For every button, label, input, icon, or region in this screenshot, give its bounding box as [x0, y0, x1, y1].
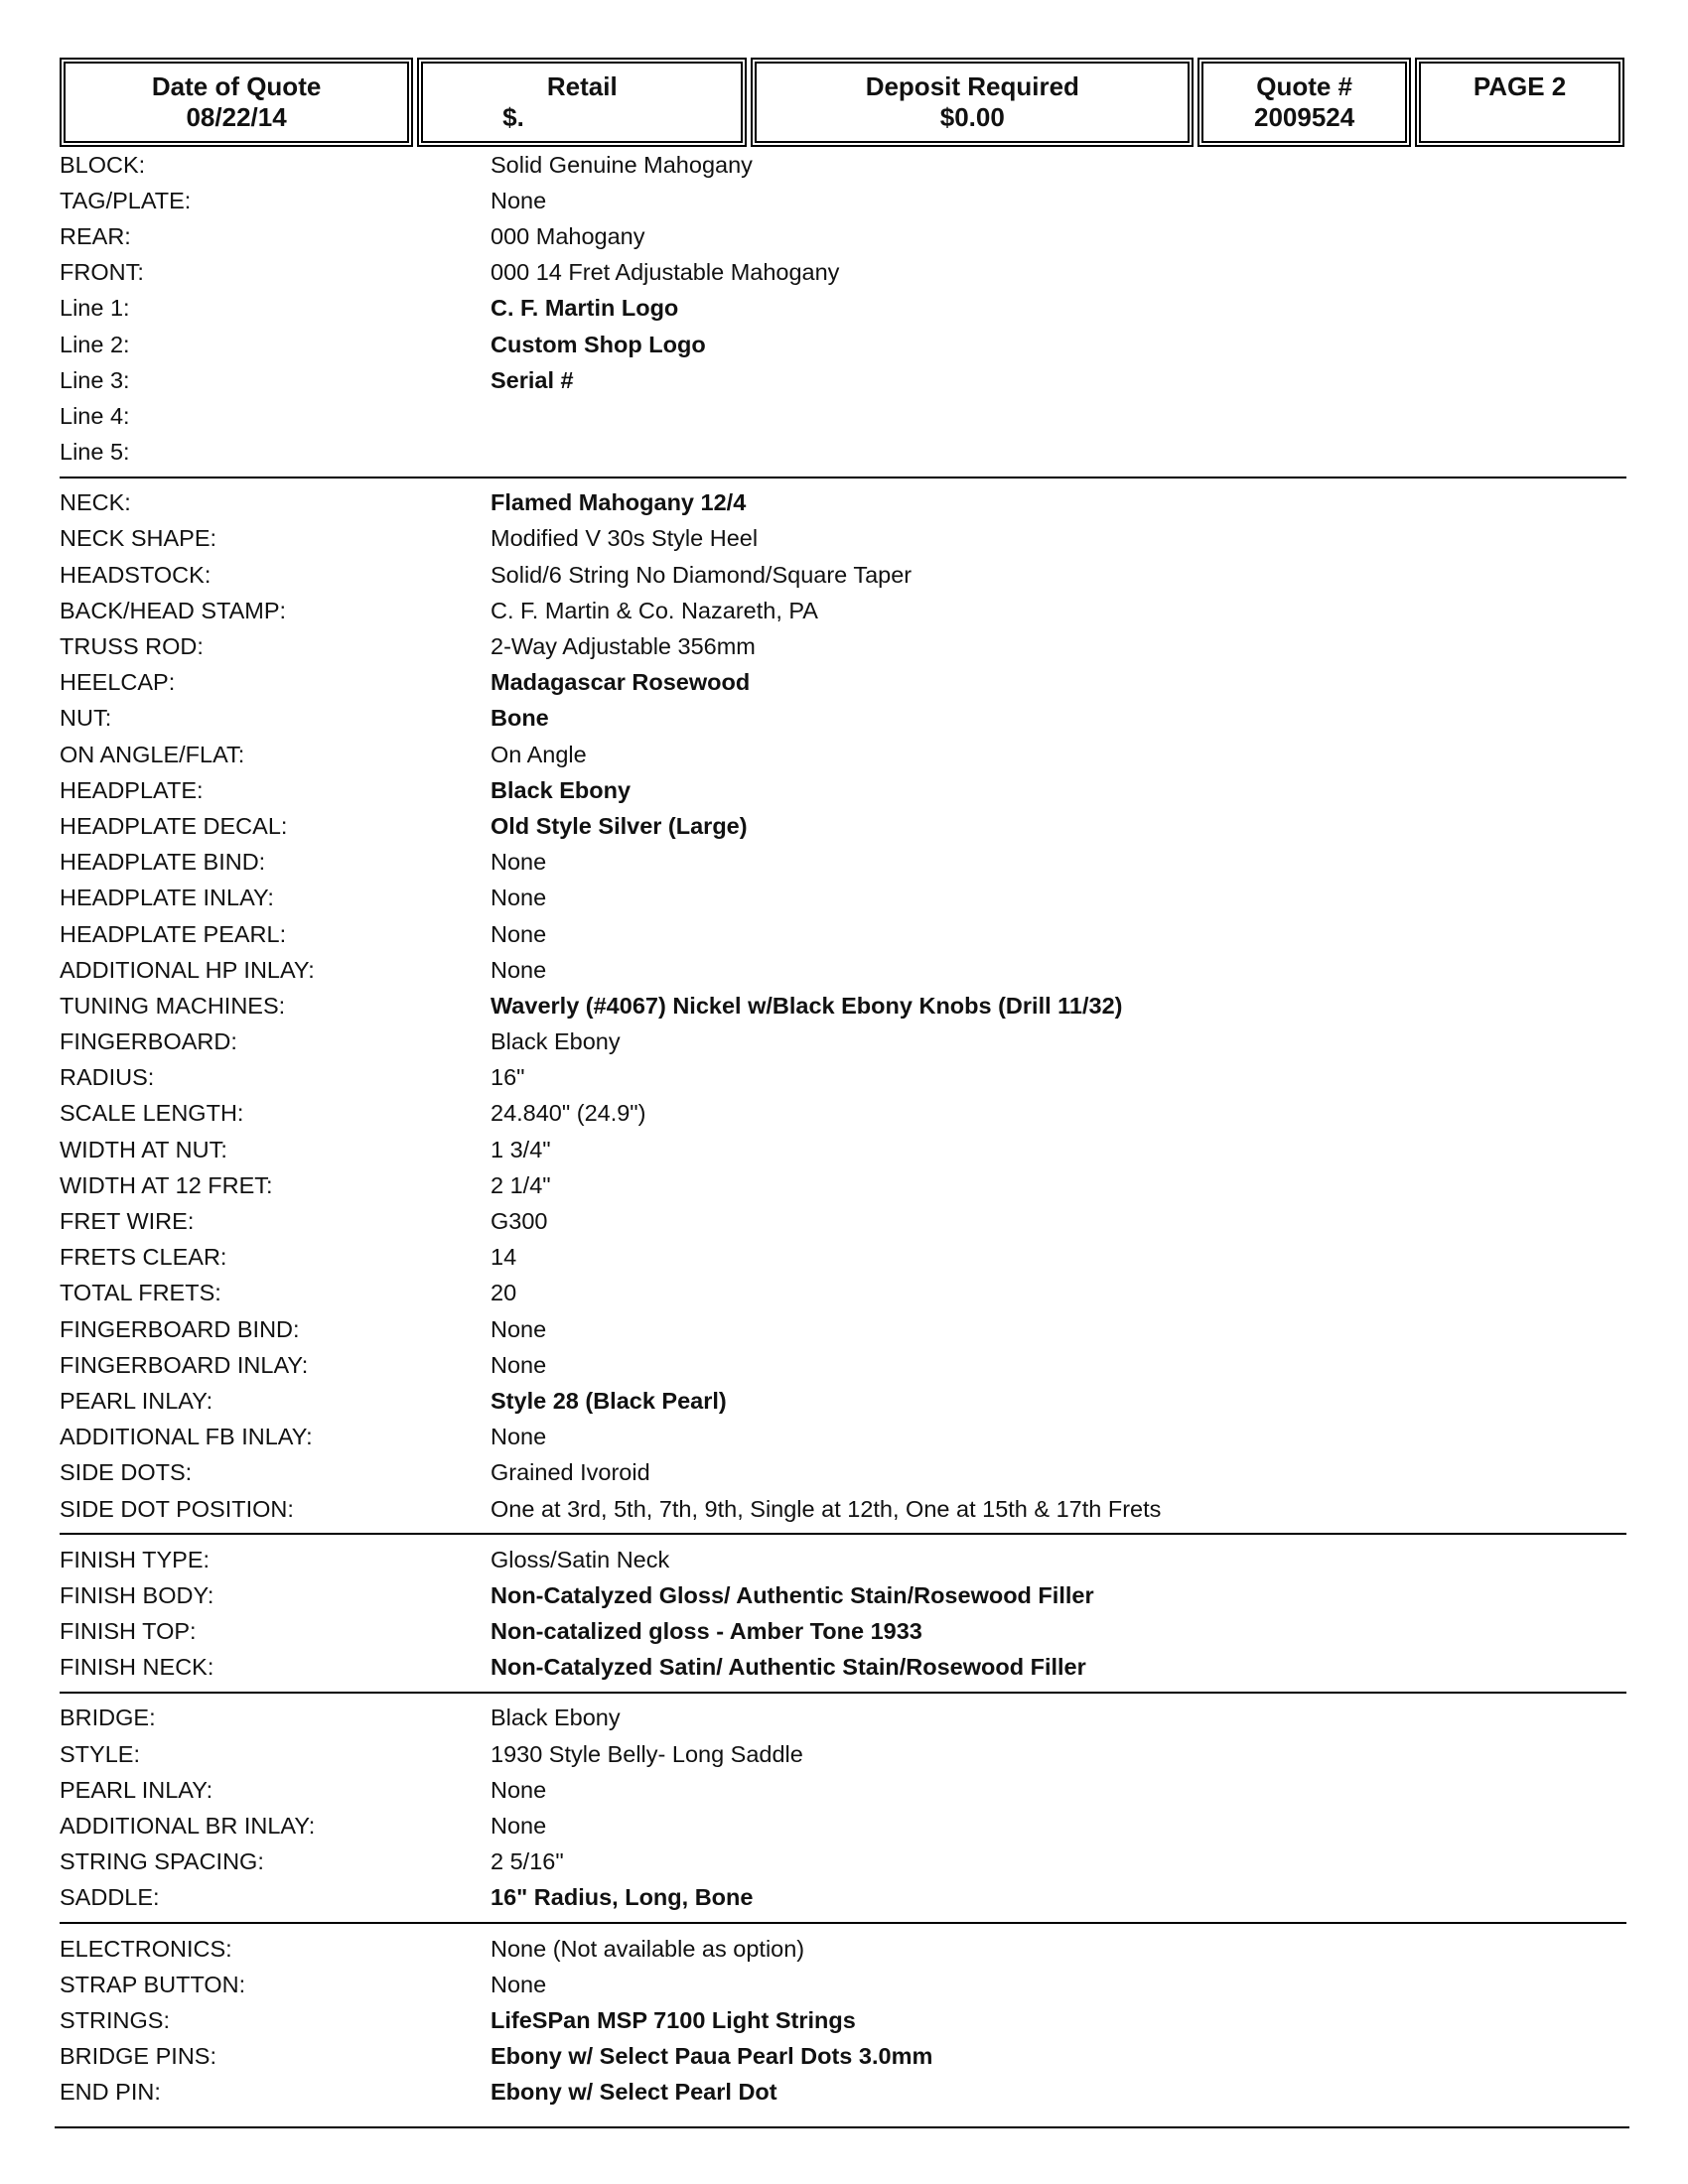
- spec-label: HEADPLATE PEARL:: [60, 920, 287, 947]
- spec-list: [60, 147, 1626, 2123]
- spec-row: [60, 772, 1626, 808]
- spec-label: SADDLE:: [60, 1884, 160, 1911]
- spec-label: ADDITIONAL HP INLAY:: [60, 956, 315, 983]
- spec-label: WIDTH AT 12 FRET:: [60, 1171, 273, 1198]
- spec-label: HEADPLATE:: [60, 776, 204, 803]
- spec-label: SCALE LENGTH:: [60, 1100, 244, 1127]
- spec-label: Line 1:: [60, 295, 130, 322]
- spec-row: [60, 1772, 1626, 1808]
- spec-row: [60, 1880, 1626, 1916]
- spec-label: STRING SPACING:: [60, 1848, 264, 1875]
- bottom-rule: [55, 2126, 1629, 2128]
- spec-value: C. F. Martin Logo: [491, 295, 679, 322]
- spec-row: [60, 2075, 1626, 2111]
- spec-row: [60, 1577, 1626, 1613]
- spec-label: SIDE DOT POSITION:: [60, 1495, 294, 1522]
- date-of-quote-label: Date of Quote: [151, 71, 322, 101]
- spec-label: TUNING MACHINES:: [60, 992, 286, 1019]
- spec-value: None: [491, 920, 547, 947]
- spec-label: BLOCK:: [60, 151, 146, 178]
- spec-value: None: [491, 1424, 547, 1450]
- spec-value: Black Ebony: [491, 1705, 621, 1731]
- spec-row: [60, 1650, 1626, 1686]
- spec-row: [60, 1808, 1626, 1843]
- spec-value: 1930 Style Belly- Long Saddle: [491, 1740, 803, 1767]
- spec-value: Solid Genuine Mahogany: [491, 151, 753, 178]
- spec-value: LifeSPan MSP 7100 Light Strings: [491, 2006, 856, 2033]
- spec-value: 2 5/16": [491, 1848, 564, 1875]
- spec-label: RADIUS:: [60, 1064, 155, 1091]
- spec-row: [60, 1347, 1626, 1383]
- spec-row: [60, 845, 1626, 881]
- spec-label: HEELCAP:: [60, 669, 176, 696]
- spec-value: Grained Ivoroid: [491, 1459, 650, 1486]
- spec-label: BRIDGE PINS:: [60, 2043, 217, 2070]
- spec-value: 20: [491, 1280, 517, 1306]
- spec-value: Custom Shop Logo: [491, 331, 706, 357]
- spec-label: WIDTH AT NUT:: [60, 1136, 227, 1162]
- spec-row: [60, 881, 1626, 916]
- spec-label: NECK:: [60, 489, 131, 516]
- spec-section: [60, 1701, 1626, 1924]
- spec-row: [60, 701, 1626, 737]
- spec-row: [60, 183, 1626, 218]
- spec-row: [60, 1542, 1626, 1577]
- spec-row: [60, 737, 1626, 772]
- spec-value: Bone: [491, 705, 549, 732]
- spec-row: [60, 593, 1626, 628]
- spec-label: HEADPLATE DECAL:: [60, 812, 288, 839]
- spec-label: STRAP BUTTON:: [60, 1971, 246, 1997]
- spec-label: FINGERBOARD BIND:: [60, 1315, 300, 1342]
- spec-row: [60, 1420, 1626, 1455]
- spec-row: [60, 218, 1626, 254]
- spec-value: None: [491, 1776, 547, 1803]
- spec-value: Gloss/Satin Neck: [491, 1546, 670, 1572]
- spec-row: [60, 1311, 1626, 1347]
- spec-row: [60, 628, 1626, 664]
- deposit-required-value: $0.00: [939, 102, 1005, 132]
- spec-row: [60, 1844, 1626, 1880]
- retail-cell: [421, 62, 743, 143]
- spec-value: Ebony w/ Select Paua Pearl Dots 3.0mm: [491, 2043, 933, 2070]
- spec-value: C. F. Martin & Co. Nazareth, PA: [491, 597, 818, 623]
- spec-label: STYLE:: [60, 1740, 140, 1767]
- spec-value: Non-Catalyzed Satin/ Authentic Stain/Rosewood Filler: [491, 1654, 1086, 1681]
- spec-label: PEARL INLAY:: [60, 1387, 213, 1414]
- spec-value: None: [491, 1971, 547, 1997]
- spec-label: TRUSS ROD:: [60, 633, 204, 660]
- spec-value: Ebony w/ Select Pearl Dot: [491, 2079, 777, 2106]
- spec-row: [60, 398, 1626, 434]
- spec-label: FINISH NECK:: [60, 1654, 214, 1681]
- spec-label: END PIN:: [60, 2079, 161, 2106]
- retail-label: Retail: [546, 71, 618, 101]
- spec-row: [60, 1736, 1626, 1772]
- spec-row: [60, 2002, 1626, 2038]
- spec-row: [60, 1967, 1626, 2002]
- date-of-quote-cell: [64, 62, 409, 143]
- spec-value: 24.840" (24.9"): [491, 1100, 646, 1127]
- spec-row: [60, 916, 1626, 952]
- spec-label: HEADPLATE INLAY:: [60, 885, 274, 911]
- spec-value: Black Ebony: [491, 776, 632, 803]
- spec-row: [60, 665, 1626, 701]
- spec-value: 1 3/4": [491, 1136, 551, 1162]
- spec-label: ADDITIONAL FB INLAY:: [60, 1424, 313, 1450]
- quote-number-value: 2009524: [1254, 102, 1355, 132]
- quote-number-cell: [1201, 62, 1407, 143]
- spec-row: [60, 521, 1626, 557]
- spec-label: Line 4:: [60, 402, 130, 429]
- spec-value: Old Style Silver (Large): [491, 812, 748, 839]
- spec-row: [60, 1024, 1626, 1060]
- spec-label: PEARL INLAY:: [60, 1776, 213, 1803]
- spec-label: Line 3:: [60, 366, 130, 393]
- spec-value: Flamed Mahogany 12/4: [491, 489, 747, 516]
- spec-row: [60, 362, 1626, 398]
- spec-label: Line 2:: [60, 331, 130, 357]
- spec-row: [60, 1240, 1626, 1276]
- spec-section: [60, 1931, 1626, 2116]
- spec-value: 14: [491, 1244, 517, 1271]
- spec-section: [60, 485, 1626, 1535]
- spec-value: None: [491, 956, 547, 983]
- spec-label: HEADPLATE BIND:: [60, 849, 266, 876]
- spec-value: 000 Mahogany: [491, 222, 645, 249]
- spec-row: [60, 1203, 1626, 1239]
- spec-label: FRONT:: [60, 259, 144, 286]
- spec-label: HEADSTOCK:: [60, 561, 211, 588]
- spec-value: None: [491, 885, 547, 911]
- spec-value: Waverly (#4067) Nickel w/Black Ebony Knobs (Drill 11/32): [491, 992, 1123, 1019]
- spec-value: None: [491, 187, 547, 213]
- spec-value: On Angle: [491, 741, 587, 767]
- spec-value: One at 3rd, 5th, 7th, 9th, Single at 12th, One at 15th & 17th Frets: [491, 1495, 1162, 1522]
- spec-label: TAG/PLATE:: [60, 187, 192, 213]
- spec-label: FRET WIRE:: [60, 1208, 195, 1235]
- spec-label: ADDITIONAL BR INLAY:: [60, 1813, 316, 1840]
- spec-row: [60, 2039, 1626, 2075]
- spec-value: 16" Radius, Long, Bone: [491, 1884, 754, 1911]
- spec-label: REAR:: [60, 222, 131, 249]
- page-number-cell: [1419, 62, 1620, 143]
- spec-value: Modified V 30s Style Heel: [491, 525, 759, 552]
- spec-label: FINISH TOP:: [60, 1618, 197, 1645]
- spec-value: Non-Catalyzed Gloss/ Authentic Stain/Rosewood Filler: [491, 1581, 1094, 1608]
- spec-row: [60, 1931, 1626, 1967]
- spec-value: Madagascar Rosewood: [491, 669, 751, 696]
- quote-header: [60, 58, 1624, 139]
- quote-number-label: Quote #: [1256, 71, 1353, 101]
- spec-label: BACK/HEAD STAMP:: [60, 597, 287, 623]
- spec-row: [60, 808, 1626, 844]
- spec-label: ELECTRONICS:: [60, 1935, 232, 1962]
- spec-label: ON ANGLE/FLAT:: [60, 741, 245, 767]
- spec-value: None: [491, 1813, 547, 1840]
- spec-label: TOTAL FRETS:: [60, 1280, 221, 1306]
- spec-row: [60, 557, 1626, 593]
- spec-row: [60, 1096, 1626, 1132]
- spec-row: [60, 1701, 1626, 1736]
- deposit-required-cell: [755, 62, 1190, 143]
- spec-section: [60, 1542, 1626, 1694]
- spec-row: [60, 1383, 1626, 1419]
- spec-value: None (Not available as option): [491, 1935, 805, 1962]
- spec-label: FRETS CLEAR:: [60, 1244, 227, 1271]
- spec-label: NUT:: [60, 705, 112, 732]
- page-number-label: PAGE 2: [1473, 71, 1567, 101]
- spec-value: None: [491, 1315, 547, 1342]
- spec-label: NECK SHAPE:: [60, 525, 217, 552]
- spec-value: 2-Way Adjustable 356mm: [491, 633, 756, 660]
- spec-label: BRIDGE:: [60, 1705, 156, 1731]
- spec-value: Serial #: [491, 366, 574, 393]
- spec-row: [60, 147, 1626, 183]
- spec-value: None: [491, 1351, 547, 1378]
- spec-row: [60, 291, 1626, 327]
- spec-row: [60, 1132, 1626, 1167]
- spec-label: STRINGS:: [60, 2006, 170, 2033]
- spec-value: 16": [491, 1064, 525, 1091]
- spec-row: [60, 255, 1626, 291]
- spec-value: None: [491, 849, 547, 876]
- spec-row: [60, 327, 1626, 362]
- spec-value: 000 14 Fret Adjustable Mahogany: [491, 259, 840, 286]
- spec-label: SIDE DOTS:: [60, 1459, 193, 1486]
- spec-row: [60, 435, 1626, 471]
- spec-row: [60, 1276, 1626, 1311]
- spec-label: FINISH BODY:: [60, 1581, 214, 1608]
- spec-label: FINGERBOARD INLAY:: [60, 1351, 309, 1378]
- spec-label: FINGERBOARD:: [60, 1028, 237, 1055]
- spec-label: Line 5:: [60, 439, 130, 466]
- spec-row: [60, 988, 1626, 1024]
- spec-row: [60, 1167, 1626, 1203]
- spec-row: [60, 485, 1626, 521]
- spec-value: Non-catalized gloss - Amber Tone 1933: [491, 1618, 922, 1645]
- date-of-quote-value: 08/22/14: [186, 102, 287, 132]
- spec-value: G300: [491, 1208, 548, 1235]
- spec-row: [60, 1455, 1626, 1491]
- spec-value: Black Ebony: [491, 1028, 621, 1055]
- spec-row: [60, 952, 1626, 988]
- spec-row: [60, 1614, 1626, 1650]
- spec-row: [60, 1060, 1626, 1096]
- spec-label: FINISH TYPE:: [60, 1546, 211, 1572]
- spec-value: Style 28 (Black Pearl): [491, 1387, 727, 1414]
- spec-section: [60, 147, 1626, 478]
- spec-value: 2 1/4": [491, 1171, 551, 1198]
- spec-value: Solid/6 String No Diamond/Square Taper: [491, 561, 913, 588]
- deposit-required-label: Deposit Required: [865, 71, 1079, 101]
- spec-row: [60, 1491, 1626, 1527]
- retail-value: $.: [502, 102, 524, 132]
